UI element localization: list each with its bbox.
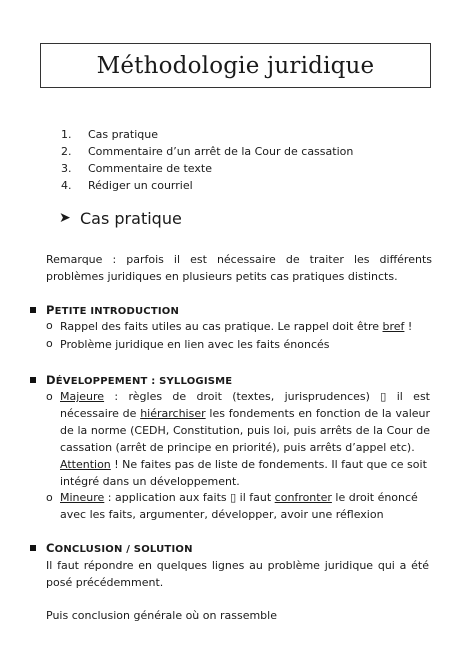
intro-item: Problème juridique en lien avec les faits énoncés	[60, 338, 330, 351]
toc-item	[0, 161, 474, 178]
square-bullet-icon	[30, 307, 36, 313]
toc-text: Commentaire de texte	[88, 162, 212, 175]
mineure-paragraph: Mineure : application aux faits ▯ il faut confronter le droit énoncé avec les faits, argumenter, développer, avoir une réflexion	[60, 491, 418, 521]
majeure-paragraph: Majeure : règles de droit (textes, jurisprudences) ▯ il est nécessaire de hiérarchiser les fondements en fonction de la valeur de la norme (CEDH, Constitution, puis loi, puis arrêts de la Cour de cassation (arrêt de principe en priorité), puis arrêts d’appel etc).	[60, 390, 431, 454]
circle-bullet-icon: o	[46, 491, 53, 504]
toc-number: 1.	[61, 128, 72, 141]
underlined-word: bref	[382, 320, 405, 333]
square-bullet-icon	[30, 545, 36, 551]
dev-heading: DÉVELOPPEMENT : SYLLOGISME	[46, 373, 233, 387]
circle-bullet-icon: o	[46, 390, 53, 403]
final-line: Puis conclusion générale où on rassemble	[46, 609, 277, 622]
intro-heading: PETITE INTRODUCTION	[46, 303, 180, 317]
toc-item	[0, 178, 474, 195]
toc-number: 3.	[61, 162, 72, 175]
toc-number: 4.	[61, 179, 72, 192]
toc-text: Commentaire d’un arrêt de la Cour de cassation	[88, 145, 354, 158]
square-bullet-icon	[30, 377, 36, 383]
toc-item	[0, 127, 474, 144]
remark-paragraph: Remarque : parfois il est nécessaire de traiter les différents problèmes juridiques en plusieurs petits cas pratiques distincts.	[46, 253, 432, 283]
circle-bullet-icon: o	[46, 337, 53, 350]
section-heading-text: Cas pratique	[80, 209, 182, 228]
conclusion-heading: CONCLUSION / SOLUTION	[46, 541, 193, 555]
circle-bullet-icon: o	[46, 319, 53, 332]
toc-item	[0, 144, 474, 161]
conclusion-paragraph: Il faut répondre en quelques lignes au problème juridique qui a été posé précédemment.	[46, 559, 429, 589]
attention-paragraph: Attention ! Ne faites pas de liste de fondements. Il faut que ce soit intégré dans un développement.	[60, 458, 427, 488]
arrow-right-icon: ➤	[59, 210, 71, 226]
toc-text: Rédiger un courriel	[88, 179, 193, 192]
toc-text: Cas pratique	[88, 128, 158, 141]
toc-number: 2.	[61, 145, 72, 158]
intro-item: Rappel des faits utiles au cas pratique. Le rappel doit être bref !	[60, 320, 413, 333]
document-title: Méthodologie juridique	[40, 43, 431, 88]
